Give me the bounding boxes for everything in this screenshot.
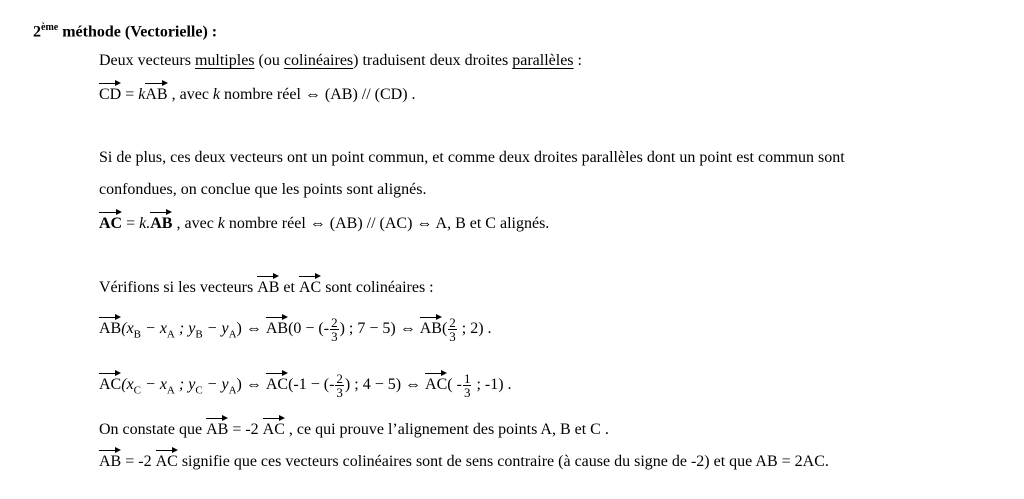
fraction: $\frac{2}{3}$ (449, 315, 456, 344)
equation-cd-k-ab: CD = kAB , avec k nombre réel ⇔ (AB) // (CD) . (99, 83, 416, 105)
vector-ab: AB (150, 212, 172, 234)
paragraph-common-point-line2: confondues, on conclue que les points sont alignés. (99, 181, 427, 198)
paragraph-verify-collinear: Vérifions si les vecteurs AB et AC sont colinéaires : (99, 276, 434, 298)
vector-ab: AB (206, 418, 228, 440)
vector-ab: AB (99, 317, 121, 339)
vector-ab: AB (257, 276, 279, 298)
fraction: $\frac{1}{3}$ (463, 371, 471, 400)
underlined-multiples: multiples (194, 52, 255, 69)
vector-ab: AB (145, 83, 167, 105)
vector-ac: AC (99, 373, 121, 395)
underlined-colineaires: colinéaires (283, 52, 354, 69)
vector-ac: AC (425, 373, 447, 395)
equation-ac-coordinates: $AC(x_C - x_A$ ; $y_C - y_A$) ⇔ AC(-1 − (- $\frac{2}{3}$ ) ; 4 − 5) ⇔ AC( - $\frac{1}{3}$ ; -1) . (99, 371, 512, 400)
paragraph-collinear-definition: Deux vecteurs multiples (ou colinéaires) traduisent deux droites parallèles : (99, 52, 582, 69)
section-heading: 2ème méthode (Vectorielle) : (33, 22, 218, 41)
vector-ac: AC (299, 276, 321, 298)
vector-ac: AC (266, 373, 288, 395)
underlined-paralleles: parallèles (512, 52, 574, 69)
paragraph-common-point-line1: Si de plus, ces deux vecteurs ont un point commun, et comme deux droites parallèles dont un point est commun sont (99, 149, 845, 166)
equation-ab-coordinates: $AB(x_B - x_A$ ; $y_B - y_A$) ⇔ AB(0 − (- $\frac{2}{3}$ ) ; 7 − 5) ⇔ AB( $\frac{2}{3}$ ; 2) . (99, 315, 492, 344)
vector-ab: AB (99, 450, 121, 472)
vector-ab: AB (266, 317, 288, 339)
vector-ab: AB (420, 317, 442, 339)
vector-ac: AC (263, 418, 285, 440)
equation-ac-k-ab: AC = k.AB , avec k nombre réel ⇔ (AB) // (AC) ⇔ A, B et C alignés. (99, 212, 549, 234)
fraction: $\frac{2}{3}$ (336, 371, 343, 400)
fraction: $\frac{2}{3}$ (331, 315, 338, 344)
paragraph-meaning: AB = -2 AC signifie que ces vecteurs colinéaires sont de sens contraire (à cause du signe de -2) et que AB = 2AC. (99, 450, 829, 472)
vector-cd: CD (99, 83, 121, 105)
vector-ac: AC (99, 212, 122, 234)
paragraph-conclusion: On constate que AB = -2 AC , ce qui prouve l’alignement des points A, B et C . (99, 418, 609, 440)
vector-ac: AC (156, 450, 178, 472)
